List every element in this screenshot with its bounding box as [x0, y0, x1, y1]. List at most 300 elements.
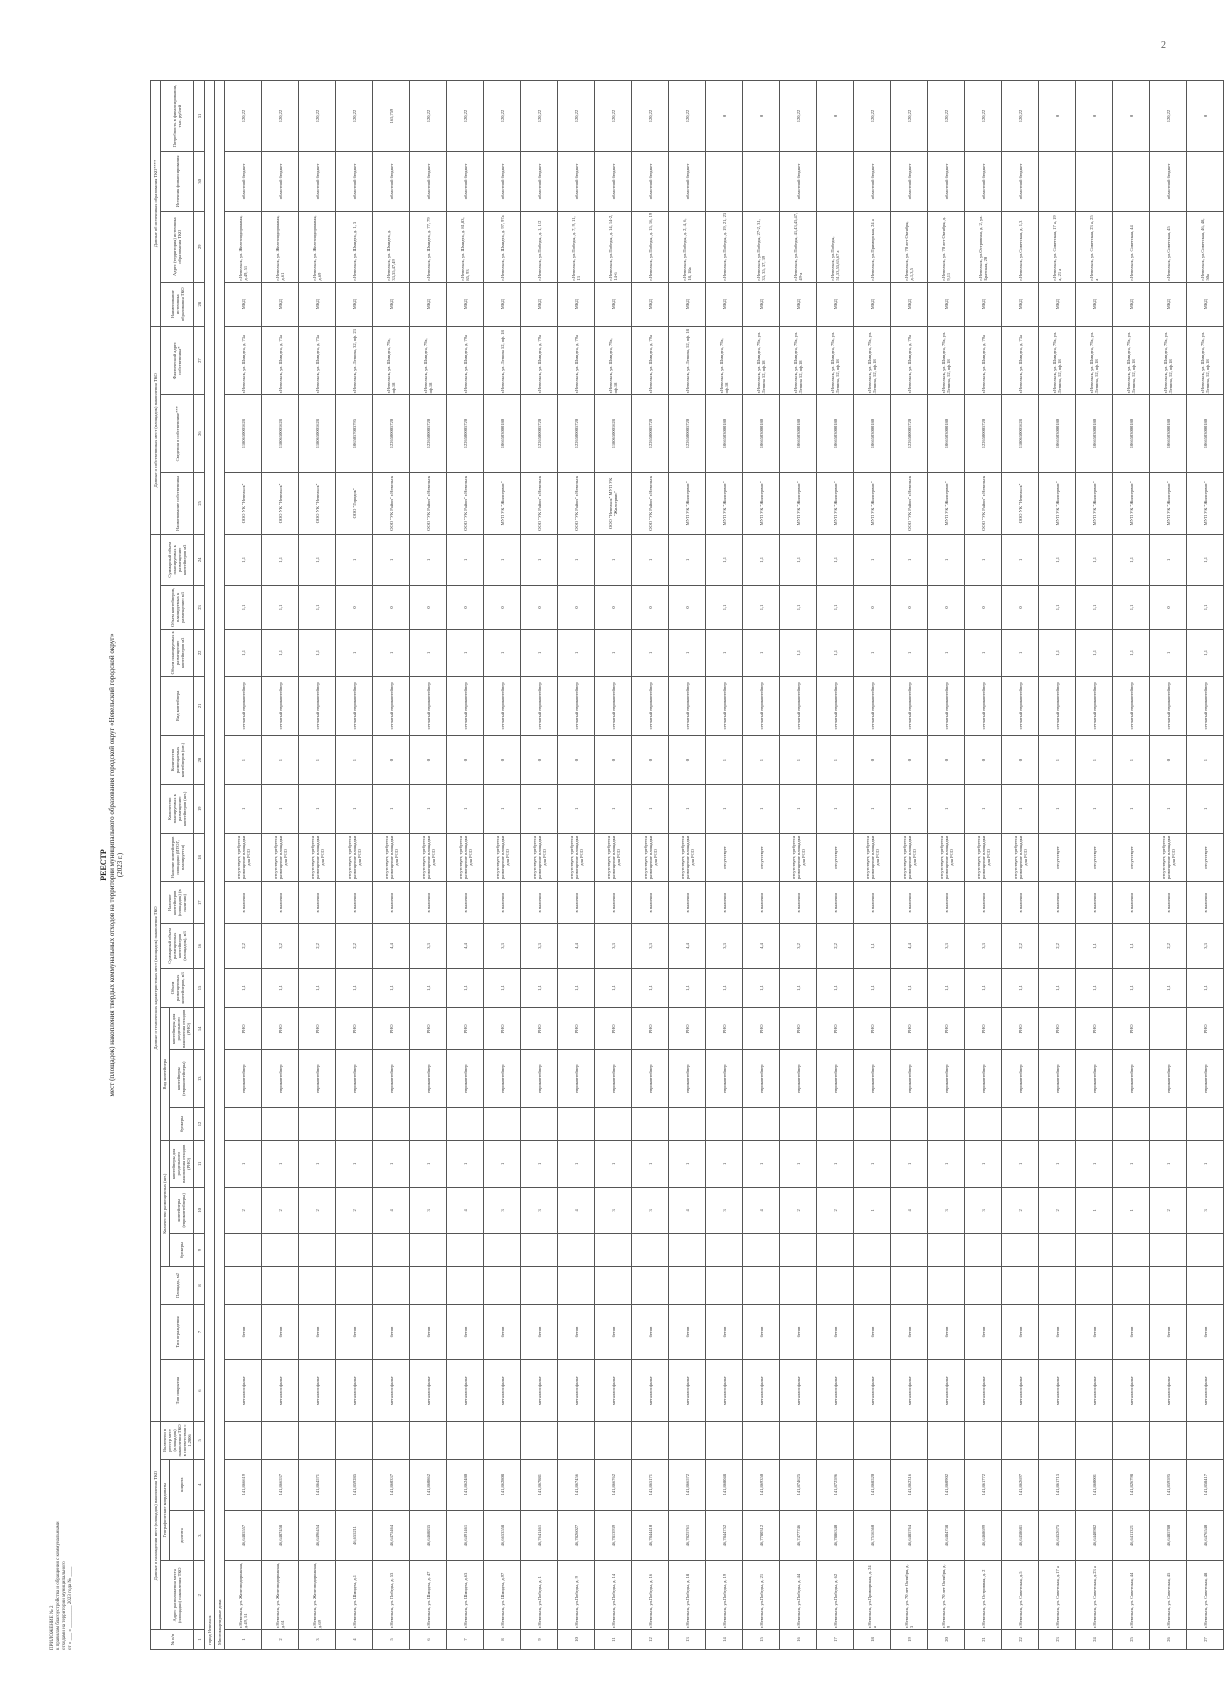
cell-euro-count: 3: [965, 1187, 1002, 1233]
cell-bunker: [891, 1234, 928, 1267]
col-bunker2: бункеры: [169, 1107, 193, 1140]
col-euro2: контейнеры (евроконтейнеры): [169, 1050, 193, 1108]
cell-volume: 1,1: [299, 968, 336, 1008]
cell-area: [373, 1267, 410, 1305]
cell-lon: 141,864571: [299, 1459, 336, 1510]
cell-planned-volume2: 0: [1002, 585, 1039, 629]
cell-planned-volume: 1,1: [1039, 630, 1076, 676]
cell-cover: металлосфальт: [410, 1360, 447, 1422]
row-number: 2: [262, 1630, 299, 1650]
preface-line: ПРИЛОЖЕНИЕ № 2: [50, 1605, 55, 1650]
cell-euro-count: 4: [669, 1187, 706, 1233]
cell-volume: 1,1: [780, 968, 817, 1008]
cell-euro-count: 2: [1150, 1187, 1187, 1233]
row-number: 4: [336, 1630, 373, 1650]
cell-sum-volume: 1,1: [1113, 924, 1150, 968]
cell-bunker-type: [484, 1107, 521, 1140]
cell-fence: бетон: [558, 1304, 595, 1359]
cell-sum-volume: 3,2: [780, 924, 817, 968]
table-row: [743, 81, 780, 1650]
cell-source-address: г.Невельск, ул.Победы, д. 1, 1/2: [521, 211, 558, 282]
cell-planned-volume: 1: [965, 630, 1002, 676]
cell-owner-address: г.Невельск, ул. Шмидта, 79а, ул. Ленина, 52, оф.18: [817, 326, 854, 395]
cell-source-name: МКД: [965, 282, 1002, 326]
cell-sum-volume: 4,4: [669, 924, 706, 968]
cell-existing: в наличии: [854, 882, 891, 924]
registry-table: [150, 80, 1224, 1650]
cell-sep-count: 1: [743, 1141, 780, 1187]
cell-bunker-type: [373, 1107, 410, 1140]
cell-bunker-type: [1002, 1107, 1039, 1140]
cell-planned-sum: 1: [891, 534, 928, 585]
cell-fence: бетон: [299, 1304, 336, 1359]
cell-planned-volume2: 0: [595, 585, 632, 629]
col-lon: широта: [169, 1459, 193, 1510]
cell-sep-count: 1: [780, 1141, 817, 1187]
cell-needed: отсутствует, требуется размещение площадки для РСО: [780, 833, 817, 882]
cell-fence: бетон: [1039, 1304, 1076, 1359]
cell-existing: в наличии: [447, 882, 484, 924]
cell-bunker: [1039, 1234, 1076, 1267]
column-number: 9: [194, 1234, 205, 1267]
cell-source-money: 120,22: [1150, 81, 1187, 152]
column-number: 15: [194, 968, 205, 1008]
cell-need-count: 1: [632, 784, 669, 833]
cell-lon: 141,874625: [780, 1459, 817, 1510]
cell-euro-count: 1: [1113, 1187, 1150, 1233]
cell-euro-type: евроконтейнер: [410, 1050, 447, 1108]
table-row: [299, 81, 336, 1650]
cell-lon: 141,861713: [1039, 1459, 1076, 1510]
cell-included: [558, 1422, 595, 1460]
cell-planned-sum: 1: [484, 534, 521, 585]
cell-included: [965, 1422, 1002, 1460]
cell-source-name: МКД: [891, 282, 928, 326]
cell-euro-count: 3: [410, 1187, 447, 1233]
cell-sep-count: 1: [1076, 1141, 1113, 1187]
row-number: 3: [299, 1630, 336, 1650]
cell-owner-address: г.Невельск, ул. Шмидта, 79а, ул. Ленина, 52, оф.18: [1187, 326, 1224, 395]
cell-planned-volume: 1: [521, 630, 558, 676]
cell-planned-volume: 1,1: [817, 630, 854, 676]
cell-planned-volume: 1: [336, 630, 373, 676]
cell-source-budget: областной бюджет: [262, 152, 299, 212]
cell-lon: 141,867881: [521, 1459, 558, 1510]
cell-owner-inn: 1180650001628: [595, 395, 632, 472]
cell-bunker: [632, 1234, 669, 1267]
group-source: Данные об источниках образования ТКО****: [151, 81, 161, 327]
cell-cover: металлосфальт: [1002, 1360, 1039, 1422]
cell-volume: 1,1: [965, 968, 1002, 1008]
cell-source-budget: областной бюджет: [928, 152, 965, 212]
cell-sum-volume: 2,2: [225, 924, 262, 968]
cell-area: [262, 1267, 299, 1305]
cell-need-count: 1: [1002, 784, 1039, 833]
cell-fence: бетон: [1076, 1304, 1113, 1359]
cell-rno-type: РНО: [1039, 1008, 1076, 1050]
cell-existing: в наличии: [225, 882, 262, 924]
cell-volume: 1,1: [743, 968, 780, 1008]
cell-euro-count: 3: [1187, 1187, 1224, 1233]
cell-sum-volume: 2,2: [336, 924, 373, 968]
cell-source-budget: областной бюджет: [484, 152, 521, 212]
cell-euro-count: 3: [706, 1187, 743, 1233]
cell-source-budget: [743, 152, 780, 212]
cell-sep-count: 1: [706, 1141, 743, 1187]
cell-euro-type: евроконтейнер: [595, 1050, 632, 1108]
column-number: 12: [194, 1107, 205, 1140]
cell-cover: металлосфальт: [373, 1360, 410, 1422]
cell-area: [706, 1267, 743, 1305]
cell-fence: бетон: [410, 1304, 447, 1359]
cell-planned-sum: 1,1: [299, 534, 336, 585]
cell-owner-name: МУП УК "Жилсервис": [1187, 472, 1224, 534]
table-row: [706, 81, 743, 1650]
table-row: [928, 81, 965, 1650]
table-row: [669, 81, 706, 1650]
cell-volume: 1,1: [891, 968, 928, 1008]
cell-planned-volume2: 0: [854, 585, 891, 629]
cell-planned-volume2: 0: [558, 585, 595, 629]
cell-source-address: г.Невельск, ул. Железнодорожная, д.49, 51: [225, 211, 262, 282]
cell-owner-inn: 1180650001628: [262, 395, 299, 472]
cell-lat: 46,6475464: [373, 1510, 410, 1561]
cell-rno-type: РНО: [299, 1008, 336, 1050]
cell-euro-count: 2: [262, 1187, 299, 1233]
cell-lon: 141,872596: [817, 1459, 854, 1510]
cell-bunker: [521, 1234, 558, 1267]
cell-need-count: 1: [706, 784, 743, 833]
cell-source-name: МКД: [1002, 282, 1039, 326]
cell-area: [484, 1267, 521, 1305]
cell-existing: в наличии: [521, 882, 558, 924]
cell-owner-address: г.Невельск, ул. Шмидта, д. 73а: [262, 326, 299, 395]
cell-euro-type: евроконтейнер: [743, 1050, 780, 1108]
cell-rno-type: РНО: [595, 1008, 632, 1050]
cell-bunker: [1187, 1234, 1224, 1267]
cell-lat: 46,6452675: [1039, 1510, 1076, 1561]
cell-bunker-type: [558, 1107, 595, 1140]
cell-lat: 46,7886340: [817, 1510, 854, 1561]
cell-euro-type: евроконтейнер: [1076, 1050, 1113, 1108]
cell-planned-type: сетчатый евроконтейнер: [1039, 676, 1076, 736]
cell-bunker: [743, 1234, 780, 1267]
cell-included: [854, 1422, 891, 1460]
row-number: 11: [595, 1630, 632, 1650]
cell-planned-volume2: 1,1: [262, 585, 299, 629]
cell-planned-sum: 1: [595, 534, 632, 585]
cell-source-budget: областной бюджет: [780, 152, 817, 212]
cell-owner-name: ООО "УК Район" г.Невельск: [410, 472, 447, 534]
cell-need-count: 1: [854, 784, 891, 833]
cell-fence: бетон: [817, 1304, 854, 1359]
cell-planned-sum: 1,1: [1076, 534, 1113, 585]
cell-need-count: 1: [447, 784, 484, 833]
cell-planned-type: сетчатый евроконтейнер: [262, 676, 299, 736]
cell-fence: бетон: [373, 1304, 410, 1359]
cell-needed: отсутствует, требуется размещение площадки для РСО: [891, 833, 928, 882]
cell-existing: в наличии: [965, 882, 1002, 924]
cell-area: [743, 1267, 780, 1305]
cell-lon: 141,861772: [965, 1459, 1002, 1510]
cell-owner-inn: 1226500005720: [410, 395, 447, 472]
cell-volume: 1,1: [484, 968, 521, 1008]
cell-needed: отсутствует: [1113, 833, 1150, 882]
cell-need-count: 1: [262, 784, 299, 833]
cell-source-budget: областной бюджет: [669, 152, 706, 212]
cell-cover: металлосфальт: [854, 1360, 891, 1422]
col-lat: долгота: [169, 1510, 193, 1561]
cell-rno-type: РНО: [854, 1008, 891, 1050]
cell-owner-address: г.Невельск, ул. Шмидта, 79а, оф.18: [595, 326, 632, 395]
cell-rno-type: [1150, 1008, 1187, 1050]
cell-fence: бетон: [928, 1304, 965, 1359]
cell-fence: бетон: [521, 1304, 558, 1359]
cell-planned-volume: 1,1: [225, 630, 262, 676]
cell-planned-count: 1: [1039, 736, 1076, 785]
table-row: [965, 81, 1002, 1650]
cell-planned-volume: 1: [891, 630, 928, 676]
cell-owner-address: г.Невельск, ул. Шмидта, 79а, ул. Ленина, 52, оф.18: [1076, 326, 1113, 395]
cell-fence: бетон: [484, 1304, 521, 1359]
cell-source-budget: [1076, 152, 1113, 212]
cell-lat: 46,6411321: [1113, 1510, 1150, 1561]
preface-line: от « ___ » _________ 2023 года № ____: [68, 1566, 73, 1650]
title-line-2: мест (площадок) накопления твердых коммунальных отходов на территории муниципального образования городской округ «Невельский городской округ»: [108, 633, 116, 1097]
cell-lat: 46,6468835: [410, 1510, 447, 1561]
preface-block: [50, 1450, 74, 1650]
cell-owner-inn: 1226500005720: [447, 395, 484, 472]
cell-planned-volume: 1: [595, 630, 632, 676]
cell-included: [743, 1422, 780, 1460]
cell-cover: металлосфальт: [928, 1360, 965, 1422]
col-needed: Наличие контейнеров площадки (ИТОГ, планируется): [161, 833, 194, 882]
col-cover: Тип покрытия: [161, 1360, 194, 1422]
cell-address: г.Невельск, ул. Победы, д. 53: [373, 1561, 410, 1630]
column-number: 20: [194, 736, 205, 785]
cell-included: [336, 1422, 373, 1460]
cell-need-count: 1: [410, 784, 447, 833]
cell-euro-count: 4: [447, 1187, 484, 1233]
cell-lat: 46,7844752: [706, 1510, 743, 1561]
col-included: Включено в реестр мест (площадок) накопления ТКО в соответствии с 1.2006: [161, 1422, 194, 1460]
table-row: [1076, 81, 1113, 1650]
cell-owner-address: г.Невельск, ул. Ленина, 32, оф. 23: [336, 326, 373, 395]
table-row: [1113, 81, 1150, 1650]
column-number: 17: [194, 882, 205, 924]
cell-needed: отсутствует: [817, 833, 854, 882]
cell-fence: бетон: [1150, 1304, 1187, 1359]
cell-sum-volume: 1,1: [1076, 924, 1113, 968]
cell-sep-count: 1: [1150, 1141, 1187, 1187]
cell-sep-count: 1: [262, 1141, 299, 1187]
column-number: 29: [194, 211, 205, 282]
column-number: 10: [194, 1187, 205, 1233]
cell-lon: 141,860001: [1076, 1459, 1113, 1510]
header-row-main: [161, 81, 170, 1650]
row-number: 14: [706, 1630, 743, 1650]
cell-lon: 141,866762: [595, 1459, 632, 1510]
cell-lon: 141,860337: [373, 1459, 410, 1510]
cell-bunker-type: [632, 1107, 669, 1140]
cell-lat: 46,6485557: [225, 1510, 262, 1561]
cell-source-name: МКД: [1039, 282, 1076, 326]
cell-lat: 46,6496454: [299, 1510, 336, 1561]
cell-sum-volume: 3,3: [484, 924, 521, 968]
col-planned-vol2: Объем контейнеров, планируемых к размещению м3: [161, 585, 194, 629]
cell-bunker-type: [1113, 1107, 1150, 1140]
cell-owner-inn: 1066503000180: [743, 395, 780, 472]
cell-owner-name: МУП УК "Жилсервис": [1113, 472, 1150, 534]
cell-bunker: [336, 1234, 373, 1267]
cell-owner-name: МУП УК "Жилсервис": [669, 472, 706, 534]
cell-lon: 141,869350: [743, 1459, 780, 1510]
cell-sep-count: 1: [299, 1141, 336, 1187]
cell-bunker: [447, 1234, 484, 1267]
cell-planned-volume2: 1,1: [1187, 585, 1224, 629]
cell-address: г.Невельск, ул. Железнодорожная, д.49, 51: [225, 1561, 262, 1630]
row-number: 21: [965, 1630, 1002, 1650]
cell-included: [299, 1422, 336, 1460]
cell-area: [1113, 1267, 1150, 1305]
cell-source-budget: [1187, 152, 1224, 212]
cell-included: [1187, 1422, 1224, 1460]
cell-source-address: г.Невельск, ул.Победы, 51,53,55,65,67 а: [817, 211, 854, 282]
cell-volume: 1,1: [1113, 968, 1150, 1008]
cell-owner-address: г.Невельск, ул. Шмидта, д. 79а: [891, 326, 928, 395]
cell-owner-name: МУП УК "Жилсервис": [928, 472, 965, 534]
row-number: 23: [1039, 1630, 1076, 1650]
cell-planned-volume2: 0: [447, 585, 484, 629]
cell-existing: в наличии: [1150, 882, 1187, 924]
cell-sep-count: 1: [669, 1141, 706, 1187]
cell-lat: 46,6476540: [1187, 1510, 1224, 1561]
cell-sum-volume: 2,2: [817, 924, 854, 968]
cell-included: [447, 1422, 484, 1460]
cell-included: [706, 1422, 743, 1460]
cell-owner-address: г.Невельск, ул. Шмидта, д. 79а: [632, 326, 669, 395]
cell-address: г.Невельск, ул.Победы, д. 21: [743, 1561, 780, 1630]
cell-owner-address: г.Невельск, ул. Шмидта, д. 79а: [521, 326, 558, 395]
cell-planned-type: сетчатый евроконтейнер: [1076, 676, 1113, 736]
cell-planned-type: сетчатый евроконтейнер: [1113, 676, 1150, 736]
cell-owner-name: МУП УК "Жилсервис": [854, 472, 891, 534]
cell-included: [891, 1422, 928, 1460]
cell-bunker: [928, 1234, 965, 1267]
cell-planned-type: сетчатый евроконтейнер: [225, 676, 262, 736]
cell-address: г.Невельск, ул.Победы, д. 1: [521, 1561, 558, 1630]
section-row: [215, 81, 225, 1650]
cell-lon: 141,868048: [706, 1459, 743, 1510]
cell-cover: металлосфальт: [780, 1360, 817, 1422]
cell-owner-inn: 1180650001628: [1002, 395, 1039, 472]
cell-planned-type: сетчатый евроконтейнер: [1002, 676, 1039, 736]
table-row: [262, 81, 299, 1650]
cell-rno-type: РНО: [521, 1008, 558, 1050]
cell-included: [484, 1422, 521, 1460]
cell-need-count: 1: [891, 784, 928, 833]
cell-volume: 1,1: [410, 968, 447, 1008]
cell-bunker: [1076, 1234, 1113, 1267]
column-number: 24: [194, 534, 205, 585]
cell-cover: металлосфальт: [632, 1360, 669, 1422]
cell-owner-inn: 1066503000180: [484, 395, 521, 472]
cell-need-count: 1: [225, 784, 262, 833]
cell-sep-count: 1: [1039, 1141, 1076, 1187]
cell-planned-volume: 1: [854, 630, 891, 676]
cell-owner-inn: 1226500005720: [891, 395, 928, 472]
cell-owner-inn: 1226500005720: [373, 395, 410, 472]
cell-owner-inn: 1066503000180: [706, 395, 743, 472]
cell-planned-volume: 1,1: [1113, 630, 1150, 676]
cell-area: [1039, 1267, 1076, 1305]
cell-planned-sum: 1: [336, 534, 373, 585]
cell-planned-type: сетчатый евроконтейнер: [521, 676, 558, 736]
cell-volume: 1,1: [447, 968, 484, 1008]
cell-needed: отсутствует, требуется размещение площадки для РСО: [1150, 833, 1187, 882]
cell-existing: в наличии: [706, 882, 743, 924]
cell-owner-address: г.Невельск, ул. Шмидта, д. 79а: [965, 326, 1002, 395]
cell-sep-count: 1: [484, 1141, 521, 1187]
cell-source-name: МКД: [484, 282, 521, 326]
cell-planned-type: сетчатый евроконтейнер: [447, 676, 484, 736]
cell-sep-count: 1: [854, 1141, 891, 1187]
cell-owner-address: г.Невельск, ул. Шмидта, 79а, оф.18: [410, 326, 447, 395]
cell-lat: 46,7813939: [595, 1510, 632, 1561]
cell-planned-type: сетчатый евроконтейнер: [299, 676, 336, 736]
cell-owner-name: ООО "Невельск" МУП УК "Жилсервис": [595, 472, 632, 534]
cell-lat: 46,7780312: [743, 1510, 780, 1561]
cell-planned-count: 0: [1002, 736, 1039, 785]
cell-source-address: г.Невельск, ул. Шмидта, д. 97, 97а: [484, 211, 521, 282]
cell-owner-name: МУП УК "Жилсервис": [484, 472, 521, 534]
column-number: 11: [194, 1141, 205, 1187]
cell-owner-name: МУП УК "Жилсервис": [817, 472, 854, 534]
cell-source-budget: областной бюджет: [410, 152, 447, 212]
cell-planned-count: 0: [595, 736, 632, 785]
cell-source-money: 120,22: [447, 81, 484, 152]
cell-owner-inn: 1066503000180: [780, 395, 817, 472]
group-technical: Данные о технических характеристиках мест (площадок) накопления ТКО: [151, 534, 161, 1421]
cell-area: [891, 1267, 928, 1305]
cell-address: г.Невельск, ул.Победы, д. 9: [558, 1561, 595, 1630]
cell-source-address: г.Невельск, ул.Победы, д. 2, 4, 6, 18, 18а: [669, 211, 706, 282]
cell-rno-type: РНО: [1076, 1008, 1113, 1050]
cell-rno-type: РНО: [706, 1008, 743, 1050]
cell-included: [410, 1422, 447, 1460]
cell-lat: 46,6485764: [891, 1510, 928, 1561]
cell-source-name: МКД: [558, 282, 595, 326]
cell-source-budget: областной бюджет: [595, 152, 632, 212]
cell-fence: бетон: [1113, 1304, 1150, 1359]
cell-lon: 141,860902: [928, 1459, 965, 1510]
cell-planned-count: 1: [1187, 736, 1224, 785]
cell-sum-volume: 3,2: [262, 924, 299, 968]
cell-lat: 46,6484738: [928, 1510, 965, 1561]
cell-address: г.Невельск, ул. Советская, д.17 а: [1039, 1561, 1076, 1630]
table-row: [854, 81, 891, 1650]
cell-existing: в наличии: [373, 882, 410, 924]
cell-needed: отсутствует, требуется размещение площадки для РСО: [373, 833, 410, 882]
cell-planned-sum: 1: [410, 534, 447, 585]
column-number: 23: [194, 585, 205, 629]
cell-source-name: МКД: [1113, 282, 1150, 326]
cell-euro-count: 2: [336, 1187, 373, 1233]
cell-need-count: 1: [521, 784, 558, 833]
cell-euro-count: 4: [373, 1187, 410, 1233]
cell-rno-type: РНО: [1187, 1008, 1224, 1050]
cell-volume: 1,1: [1187, 968, 1224, 1008]
